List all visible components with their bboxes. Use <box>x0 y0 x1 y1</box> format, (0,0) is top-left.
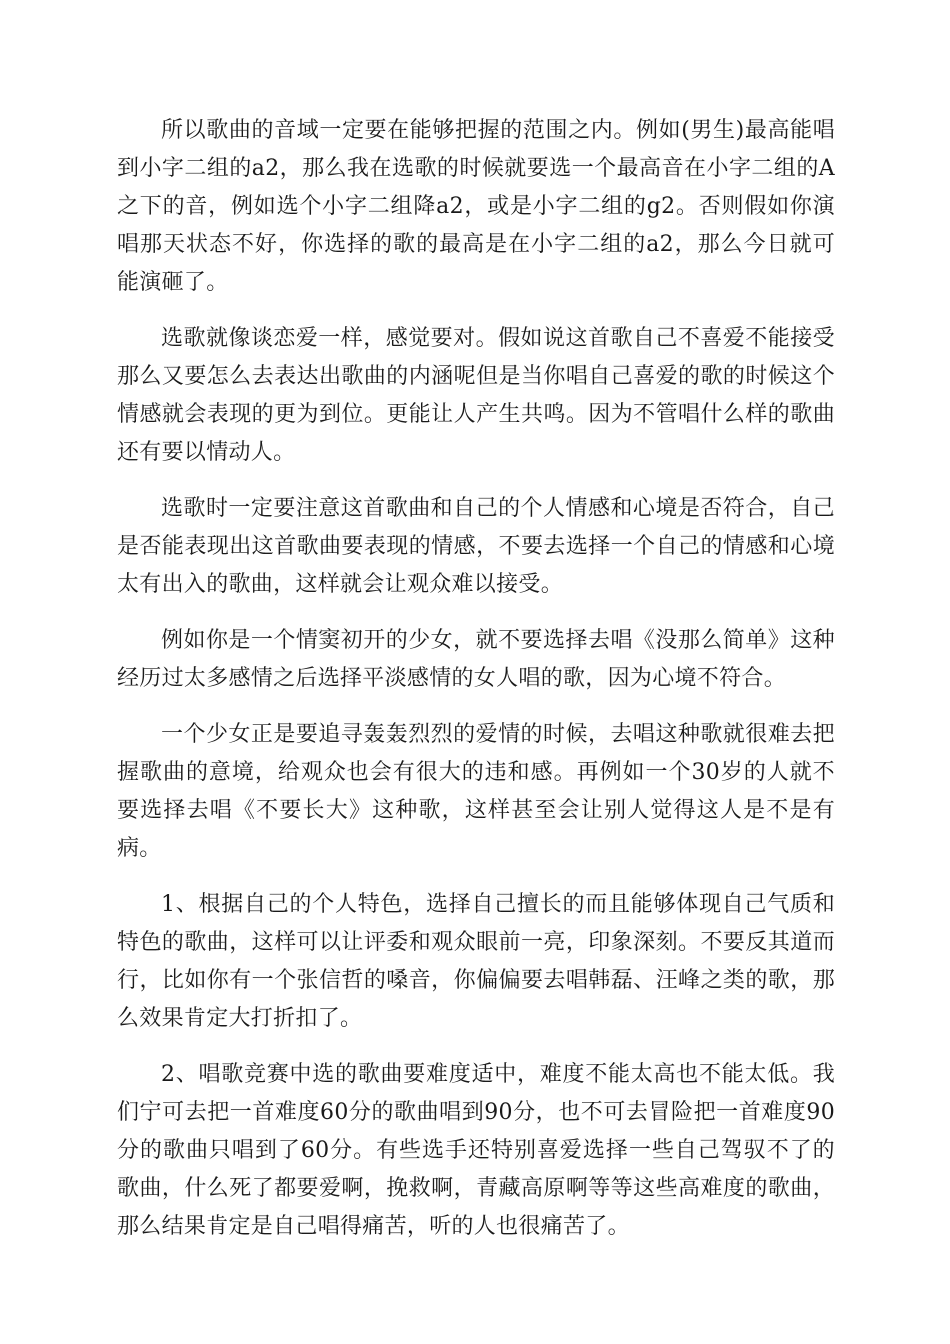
paragraph-tip-2: 2、唱歌竞赛中选的歌曲要难度适中，难度不能太高也不能太低。我们宁可去把一首难度60分的歌曲唱到90分，也不可去冒险把一首难度90分的歌曲只唱到了60分。有些选手还特别喜爱选择一些自己驾驭不了的歌曲，什么死了都要爱啊，挽救啊，青藏高原啊等等这些高难度的歌曲，那么结果肯定是自己唱得痛苦，听的人也很痛苦了。 <box>117 1062 835 1239</box>
paragraph-vocal-range: 所以歌曲的音域一定要在能够把握的范围之内。例如(男生)最高能唱到小字二组的a2，那么我在选歌的时候就要选一个最高音在小字二组的A之下的音，例如选个小字二组降a2，或是小字二组的g2。否则假如你演唱那天状态不好，你选择的歌的最高是在小字二组的a2，那么今日就可能演砸了。 <box>117 118 835 295</box>
paragraph-song-feeling: 选歌就像谈恋爱一样，感觉要对。假如说这首歌自己不喜爱不能接受那么又要怎么去表达出歌曲的内涵呢但是当你唱自己喜爱的歌的时候这个情感就会表现的更为到位。更能让人产生共鸣。因为不管唱什么样的歌曲还有要以情动人。 <box>117 326 835 465</box>
paragraph-example-girl: 例如你是一个情窦初开的少女，就不要选择去唱《没那么简单》这种经历过太多感情之后选择平淡感情的女人唱的歌，因为心境不符合。 <box>117 628 835 691</box>
paragraph-emotion-match: 选歌时一定要注意这首歌曲和自己的个人情感和心境是否符合，自己是否能表现出这首歌曲要表现的情感，不要去选择一个自己的情感和心境太有出入的歌曲，这样就会让观众难以接受。 <box>117 496 835 597</box>
document-body <box>117 112 835 1264</box>
paragraph-example-age: 一个少女正是要追寻轰轰烈烈的爱情的时候，去唱这种歌就很难去把握歌曲的意境，给观众也会有很大的违和感。再例如一个30岁的人就不要选择去唱《不要长大》这种歌，这样甚至会让别人觉得这人是不是有病。 <box>117 722 835 861</box>
paragraph-tip-1: 1、根据自己的个人特色，选择自己擅长的而且能够体现自己气质和特色的歌曲，这样可以让评委和观众眼前一亮，印象深刻。不要反其道而行，比如你有一个张信哲的嗓音，你偏偏要去唱韩磊、汪峰之类的歌，那么效果肯定大打折扣了。 <box>117 892 835 1031</box>
